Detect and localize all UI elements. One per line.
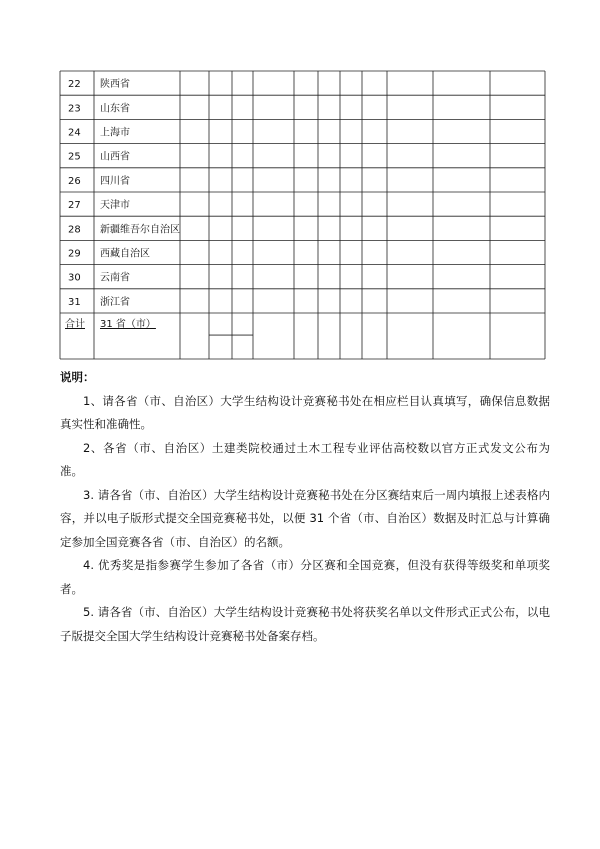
province-name: 新疆维吾尔自治区 xyxy=(100,224,180,236)
province-name: 山西省 xyxy=(100,151,130,163)
province-name: 天津市 xyxy=(100,200,130,212)
row-number: 29 xyxy=(68,248,81,260)
row-number: 26 xyxy=(68,175,81,187)
note-item-2: 2、各省（市、自治区）土建类院校通过土木工程专业评估高校数以官方正式发文公布为准。 xyxy=(60,440,550,478)
note-item-4: 4. 优秀奖是指参赛学生参加了各省（市）分区赛和全国竞赛，但没有获得等级奖和单项奖者。 xyxy=(60,558,550,596)
provinces-table xyxy=(0,0,600,360)
row-number: 30 xyxy=(68,272,81,284)
notes-section xyxy=(60,366,550,648)
province-name: 云南省 xyxy=(100,272,130,284)
province-name: 西藏自治区 xyxy=(100,248,150,260)
total-value: 31 省（市） xyxy=(100,319,156,330)
province-name: 浙江省 xyxy=(100,296,130,308)
province-name: 山东省 xyxy=(100,103,130,115)
note-item-5: 5. 请各省（市、自治区）大学生结构设计竞赛秘书处将获奖名单以文件形式正式公布，以电子版提交全国大学生结构设计竞赛秘书处备案存档。 xyxy=(60,605,550,643)
total-label: 合计 xyxy=(65,319,85,330)
row-number: 31 xyxy=(68,296,81,308)
row-number: 25 xyxy=(68,151,81,163)
row-number: 27 xyxy=(68,200,81,212)
note-item-3: 3. 请各省（市、自治区）大学生结构设计竞赛秘书处在分区赛结束后一周内填报上述表格内容，并以电子版形式提交全国竞赛秘书处，以便 31 个省（市、自治区）数据及时汇总与计算确定参加全国竞赛各省（市、自治区）的名额。 xyxy=(60,487,550,549)
row-number: 22 xyxy=(68,79,81,91)
province-name: 陕西省 xyxy=(100,79,130,91)
row-number: 24 xyxy=(68,127,81,139)
province-name: 四川省 xyxy=(100,175,130,187)
row-number: 28 xyxy=(68,224,81,236)
row-number: 23 xyxy=(68,103,81,115)
note-item-1: 1、请各省（市、自治区）大学生结构设计竞赛秘书处在相应栏目认真填写，确保信息数据真实性和准确性。 xyxy=(60,393,550,431)
notes-title: 说明： xyxy=(60,370,95,384)
province-name: 上海市 xyxy=(100,127,130,139)
